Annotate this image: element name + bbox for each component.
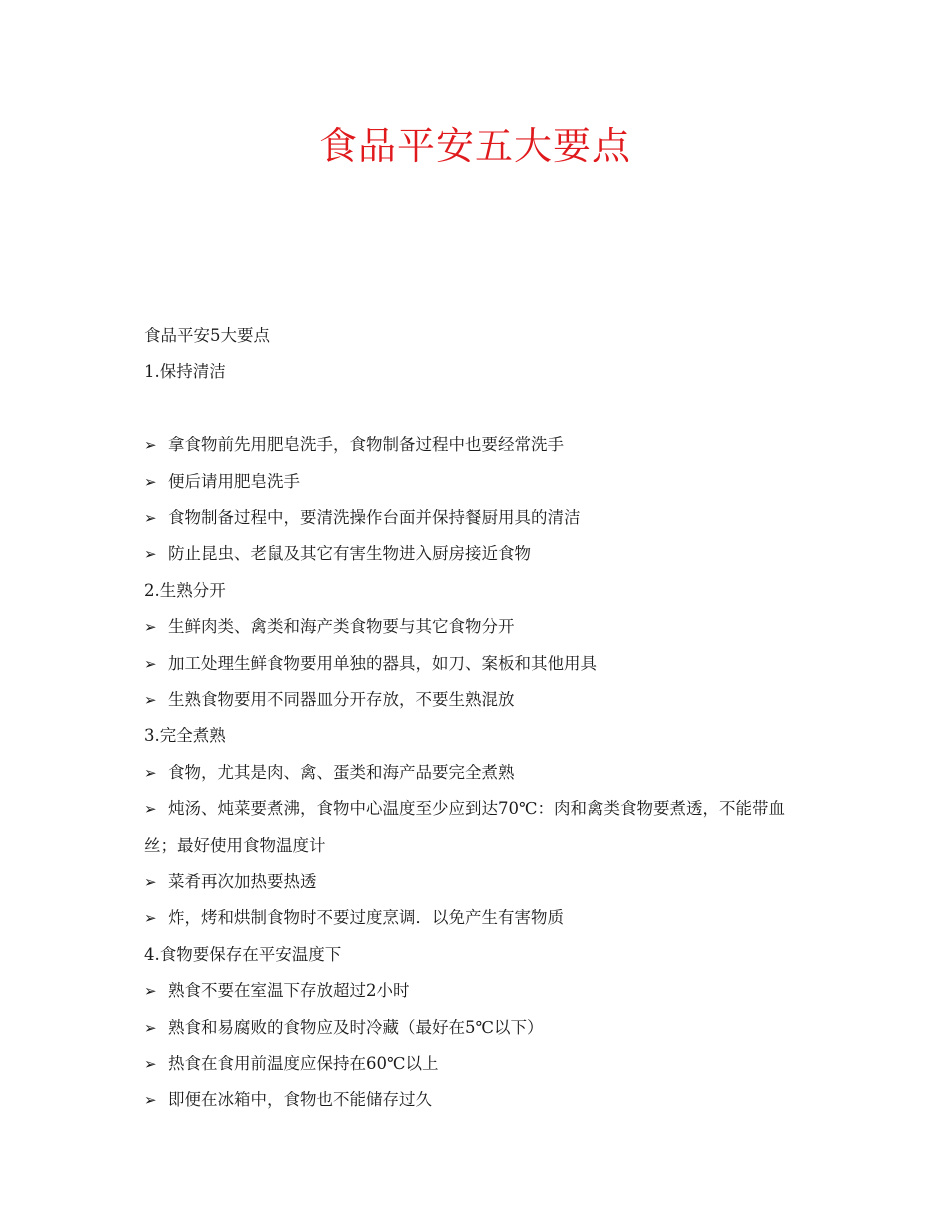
document-title: 食品平安五大要点	[318, 124, 631, 168]
arrow-bullet-icon: ➢	[144, 909, 157, 928]
list-item-text: 便后请用肥皂洗手	[168, 471, 300, 491]
list-item-text: 防止昆虫、老鼠及其它有害生物进入厨房接近食物	[168, 544, 531, 564]
list-item	[144, 682, 814, 718]
arrow-bullet-icon: ➢	[144, 1018, 157, 1037]
arrow-bullet-icon: ➢	[144, 472, 157, 491]
list-item-text: 熟食不要在室温下存放超过2小时	[168, 981, 410, 1001]
list-item-text: 生熟食物要用不同器皿分开存放，不要生熟混放	[168, 690, 515, 709]
list-item	[144, 427, 814, 463]
list-item	[144, 973, 814, 1009]
arrow-bullet-icon: ➢	[144, 873, 157, 892]
list-item-text: 即便在冰箱中，食物也不能储存过久	[168, 1090, 432, 1110]
list-item	[144, 646, 814, 682]
list-item	[144, 500, 814, 536]
arrow-bullet-icon: ➢	[144, 545, 157, 564]
list-item-text: 炸，烤和烘制食物时不要过度烹调．以免产生有害物质	[168, 908, 564, 928]
list-item-text: 加工处理生鲜食物要用单独的器具，如刀、案板和其他用具	[168, 653, 597, 673]
arrow-bullet-icon: ➢	[144, 1055, 157, 1074]
arrow-bullet-icon: ➢	[144, 982, 157, 1001]
list-item	[144, 1046, 814, 1082]
list-item	[144, 1010, 814, 1046]
arrow-bullet-icon: ➢	[144, 618, 157, 637]
arrow-bullet-icon: ➢	[144, 691, 157, 709]
document-body	[144, 318, 814, 1119]
list-item	[144, 791, 814, 864]
section-heading: 3.完全煮熟	[144, 726, 226, 746]
list-item	[144, 464, 814, 500]
list-item-text: 食物制备过程中，要清洗操作台面并保持餐厨用具的清洁	[168, 507, 581, 527]
section-heading: 2.生熟分开	[144, 580, 226, 600]
list-item-text: 菜肴再次加热要热透	[168, 872, 317, 892]
arrow-bullet-icon: ➢	[144, 508, 157, 527]
section-heading: 1.保持清洁	[144, 362, 226, 382]
list-item-text: 拿食物前先用肥皂洗手，食物制备过程中也要经常洗手	[168, 435, 564, 455]
list-item-text: 炖汤、炖菜要煮沸，食物中心温度至少应到达70℃：肉和禽类食物要煮透，不能带血丝；最好使用食物温度计	[144, 799, 785, 855]
subtitle: 食品平安5大要点	[144, 326, 270, 345]
section-heading: 4.食物要保存在平安温度下	[144, 944, 342, 964]
list-item	[144, 900, 814, 936]
list-item-text: 食物，尤其是肉、禽、蛋类和海产品要完全煮熟	[168, 762, 515, 782]
list-item	[144, 755, 814, 791]
arrow-bullet-icon: ➢	[144, 654, 157, 673]
list-item	[144, 1082, 814, 1118]
list-item-text: 生鲜肉类、禽类和海产类食物要与其它食物分开	[168, 617, 515, 637]
list-item	[144, 609, 814, 645]
list-item	[144, 864, 814, 900]
list-item-text: 熟食和易腐败的食物应及时冷藏（最好在5℃以下）	[168, 1017, 544, 1037]
spacer	[144, 391, 814, 427]
list-item-text: 热食在食用前温度应保持在60℃以上	[168, 1054, 439, 1074]
arrow-bullet-icon: ➢	[144, 1091, 157, 1110]
list-item	[144, 536, 814, 572]
arrow-bullet-icon: ➢	[144, 436, 157, 455]
arrow-bullet-icon: ➢	[144, 800, 157, 819]
arrow-bullet-icon: ➢	[144, 763, 157, 782]
